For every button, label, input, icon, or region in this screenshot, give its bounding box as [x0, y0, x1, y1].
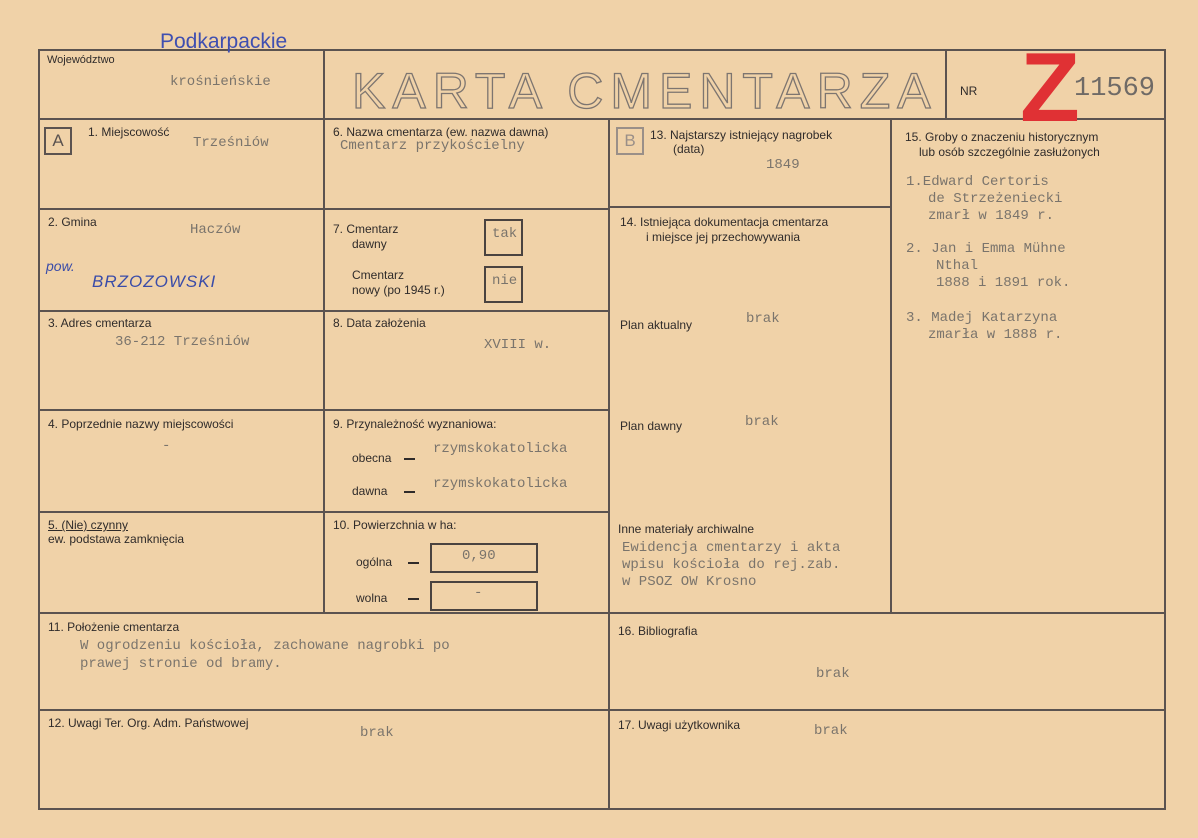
field-7-value-a: tak	[492, 226, 518, 242]
field-12-value: brak	[360, 725, 394, 741]
field-17-value: brak	[814, 723, 848, 739]
field-9-label: 9. Przynależność wyznaniowa:	[333, 417, 497, 431]
field-6-value: Cmentarz przykościelny	[340, 138, 525, 154]
field-3-value: 36-212 Trześniów	[115, 334, 250, 350]
frame-bottom-line	[38, 808, 1166, 810]
field-9-obecna-label: obecna	[352, 451, 392, 465]
inne-line-1: Ewidencja cmentarzy i akta	[622, 540, 841, 556]
field-9-obecna-value: rzymskokatolicka	[433, 441, 568, 457]
field-11-line-1: W ogrodzeniu kościoła, zachowane nagrobki po	[80, 638, 450, 654]
inne-materialy-label: Inne materiały archiwalne	[618, 522, 755, 536]
field-7-value-b: nie	[492, 273, 518, 289]
plan-dawny-value: brak	[745, 414, 779, 430]
field-8-value: XVIII w.	[484, 337, 552, 353]
row-line-2	[38, 310, 610, 312]
col-divider-1	[323, 118, 325, 614]
wojewodztwo-label: Województwo	[47, 54, 115, 66]
field-10-ogolna-value: 0,90	[462, 548, 496, 564]
powiat-label: pow.	[46, 258, 75, 274]
field-8-label: 8. Data założenia	[333, 316, 426, 330]
field-13-value: 1849	[766, 157, 800, 173]
field-12-label: 12. Uwagi Ter. Org. Adm. Państwowej	[48, 716, 249, 730]
field-2-value: Haczów	[190, 222, 241, 238]
field-9-dawna-label: dawna	[352, 484, 388, 498]
field-3-label: 3. Adres cmentarza	[48, 316, 152, 330]
region-stamp: Podkarpackie	[160, 30, 288, 53]
card-title: KARTA CMENTARZA	[352, 63, 938, 119]
wolna-dash	[408, 598, 419, 600]
grave-1-line-2: de Strzeżeniecki	[928, 191, 1063, 207]
row-line-4	[38, 511, 610, 513]
row-line-b1	[610, 206, 892, 208]
field-4-label: 4. Poprzednie nazwy miejscowości	[48, 417, 234, 431]
record-number: 11569	[1074, 74, 1156, 104]
field-11-line-2: prawej stronie od bramy.	[80, 656, 282, 672]
nr-label: NR	[960, 84, 978, 98]
frame-right-line	[1164, 49, 1166, 810]
field-16-label: 16. Bibliografia	[618, 624, 698, 638]
field-10-label: 10. Powierzchnia w ha:	[333, 518, 457, 532]
grave-3-line-1: 3. Madej Katarzyna	[906, 310, 1058, 326]
field-6-label: 6. Nazwa cmentarza (ew. nazwa dawna)	[333, 125, 549, 139]
field-15-label-1: 15. Groby o znaczeniu historycznym	[905, 130, 1099, 144]
field-17-label: 17. Uwagi użytkownika	[618, 718, 741, 732]
grave-2-line-1: 2. Jan i Emma Mühne	[906, 241, 1066, 257]
inne-line-3: w PSOZ OW Krosno	[622, 574, 757, 590]
wojewodztwo-value: krośnieńskie	[170, 74, 271, 90]
field-7-label-b2: nowy (po 1945 r.)	[352, 283, 445, 297]
field-1-value: Trześniów	[193, 135, 269, 151]
plan-dawny-label: Plan dawny	[620, 419, 683, 433]
row-line-6	[38, 709, 1166, 711]
grave-1-line-1: 1.Edward Certoris	[906, 174, 1049, 190]
grave-2-line-2: Nthal	[936, 258, 979, 274]
header-divider-2	[945, 49, 947, 120]
section-a-box: A	[44, 127, 72, 155]
field-14-label-1: 14. Istniejąca dokumentacja cmentarza	[620, 215, 829, 229]
col-divider-3	[890, 118, 892, 614]
wolna-box	[430, 581, 538, 611]
frame-left-line	[38, 49, 40, 810]
field-13-label-2: (data)	[673, 142, 705, 156]
field-14-label-2: i miejsce jej przechowywania	[646, 230, 801, 244]
field-5-sublabel: ew. podstawa zamknięcia	[48, 532, 185, 546]
field-7-label-b1: Cmentarz	[352, 268, 405, 282]
obecna-dash	[404, 458, 415, 460]
ogolna-dash	[408, 562, 419, 564]
row-line-5	[38, 612, 1166, 614]
field-7-label-a1: 7. Cmentarz	[333, 222, 399, 236]
header-divider-1	[323, 49, 325, 120]
grave-2-line-3: 1888 i 1891 rok.	[936, 275, 1071, 291]
field-13-label-1: 13. Najstarszy istniejący nagrobek	[650, 128, 833, 142]
col-divider-2	[608, 118, 610, 810]
grave-3-line-2: zmarła w 1888 r.	[928, 327, 1063, 343]
dawna-dash	[404, 491, 415, 493]
row-line-3	[38, 409, 610, 411]
powiat-value: BRZOZOWSKI	[92, 272, 217, 291]
field-11-label: 11. Położenie cmentarza	[48, 620, 180, 634]
row-line-1	[38, 208, 610, 210]
field-9-dawna-value: rzymskokatolicka	[433, 476, 568, 492]
grave-1-line-3: zmarł w 1849 r.	[928, 208, 1055, 224]
field-1-label: 1. Miejscowość	[88, 125, 170, 139]
inne-line-2: wpisu kościoła do rej.zab.	[622, 557, 841, 573]
plan-aktualny-value: brak	[746, 311, 780, 327]
field-5-label: 5. (Nie) czynny	[48, 518, 129, 532]
field-16-value: brak	[816, 666, 850, 682]
field-15-label-2: lub osób szczególnie zasłużonych	[919, 145, 1100, 159]
field-2-label: 2. Gmina	[48, 215, 97, 229]
field-10-ogolna-label: ogólna	[356, 555, 393, 569]
field-7-label-a2: dawny	[352, 237, 387, 251]
field-10-wolna-value: -	[474, 585, 483, 601]
field-10-wolna-label: wolna	[356, 591, 388, 605]
field-4-value: -	[162, 438, 171, 454]
red-z-stamp: Z	[1020, 32, 1080, 142]
section-b-box: B	[616, 127, 644, 155]
plan-aktualny-label: Plan aktualny	[620, 318, 693, 332]
